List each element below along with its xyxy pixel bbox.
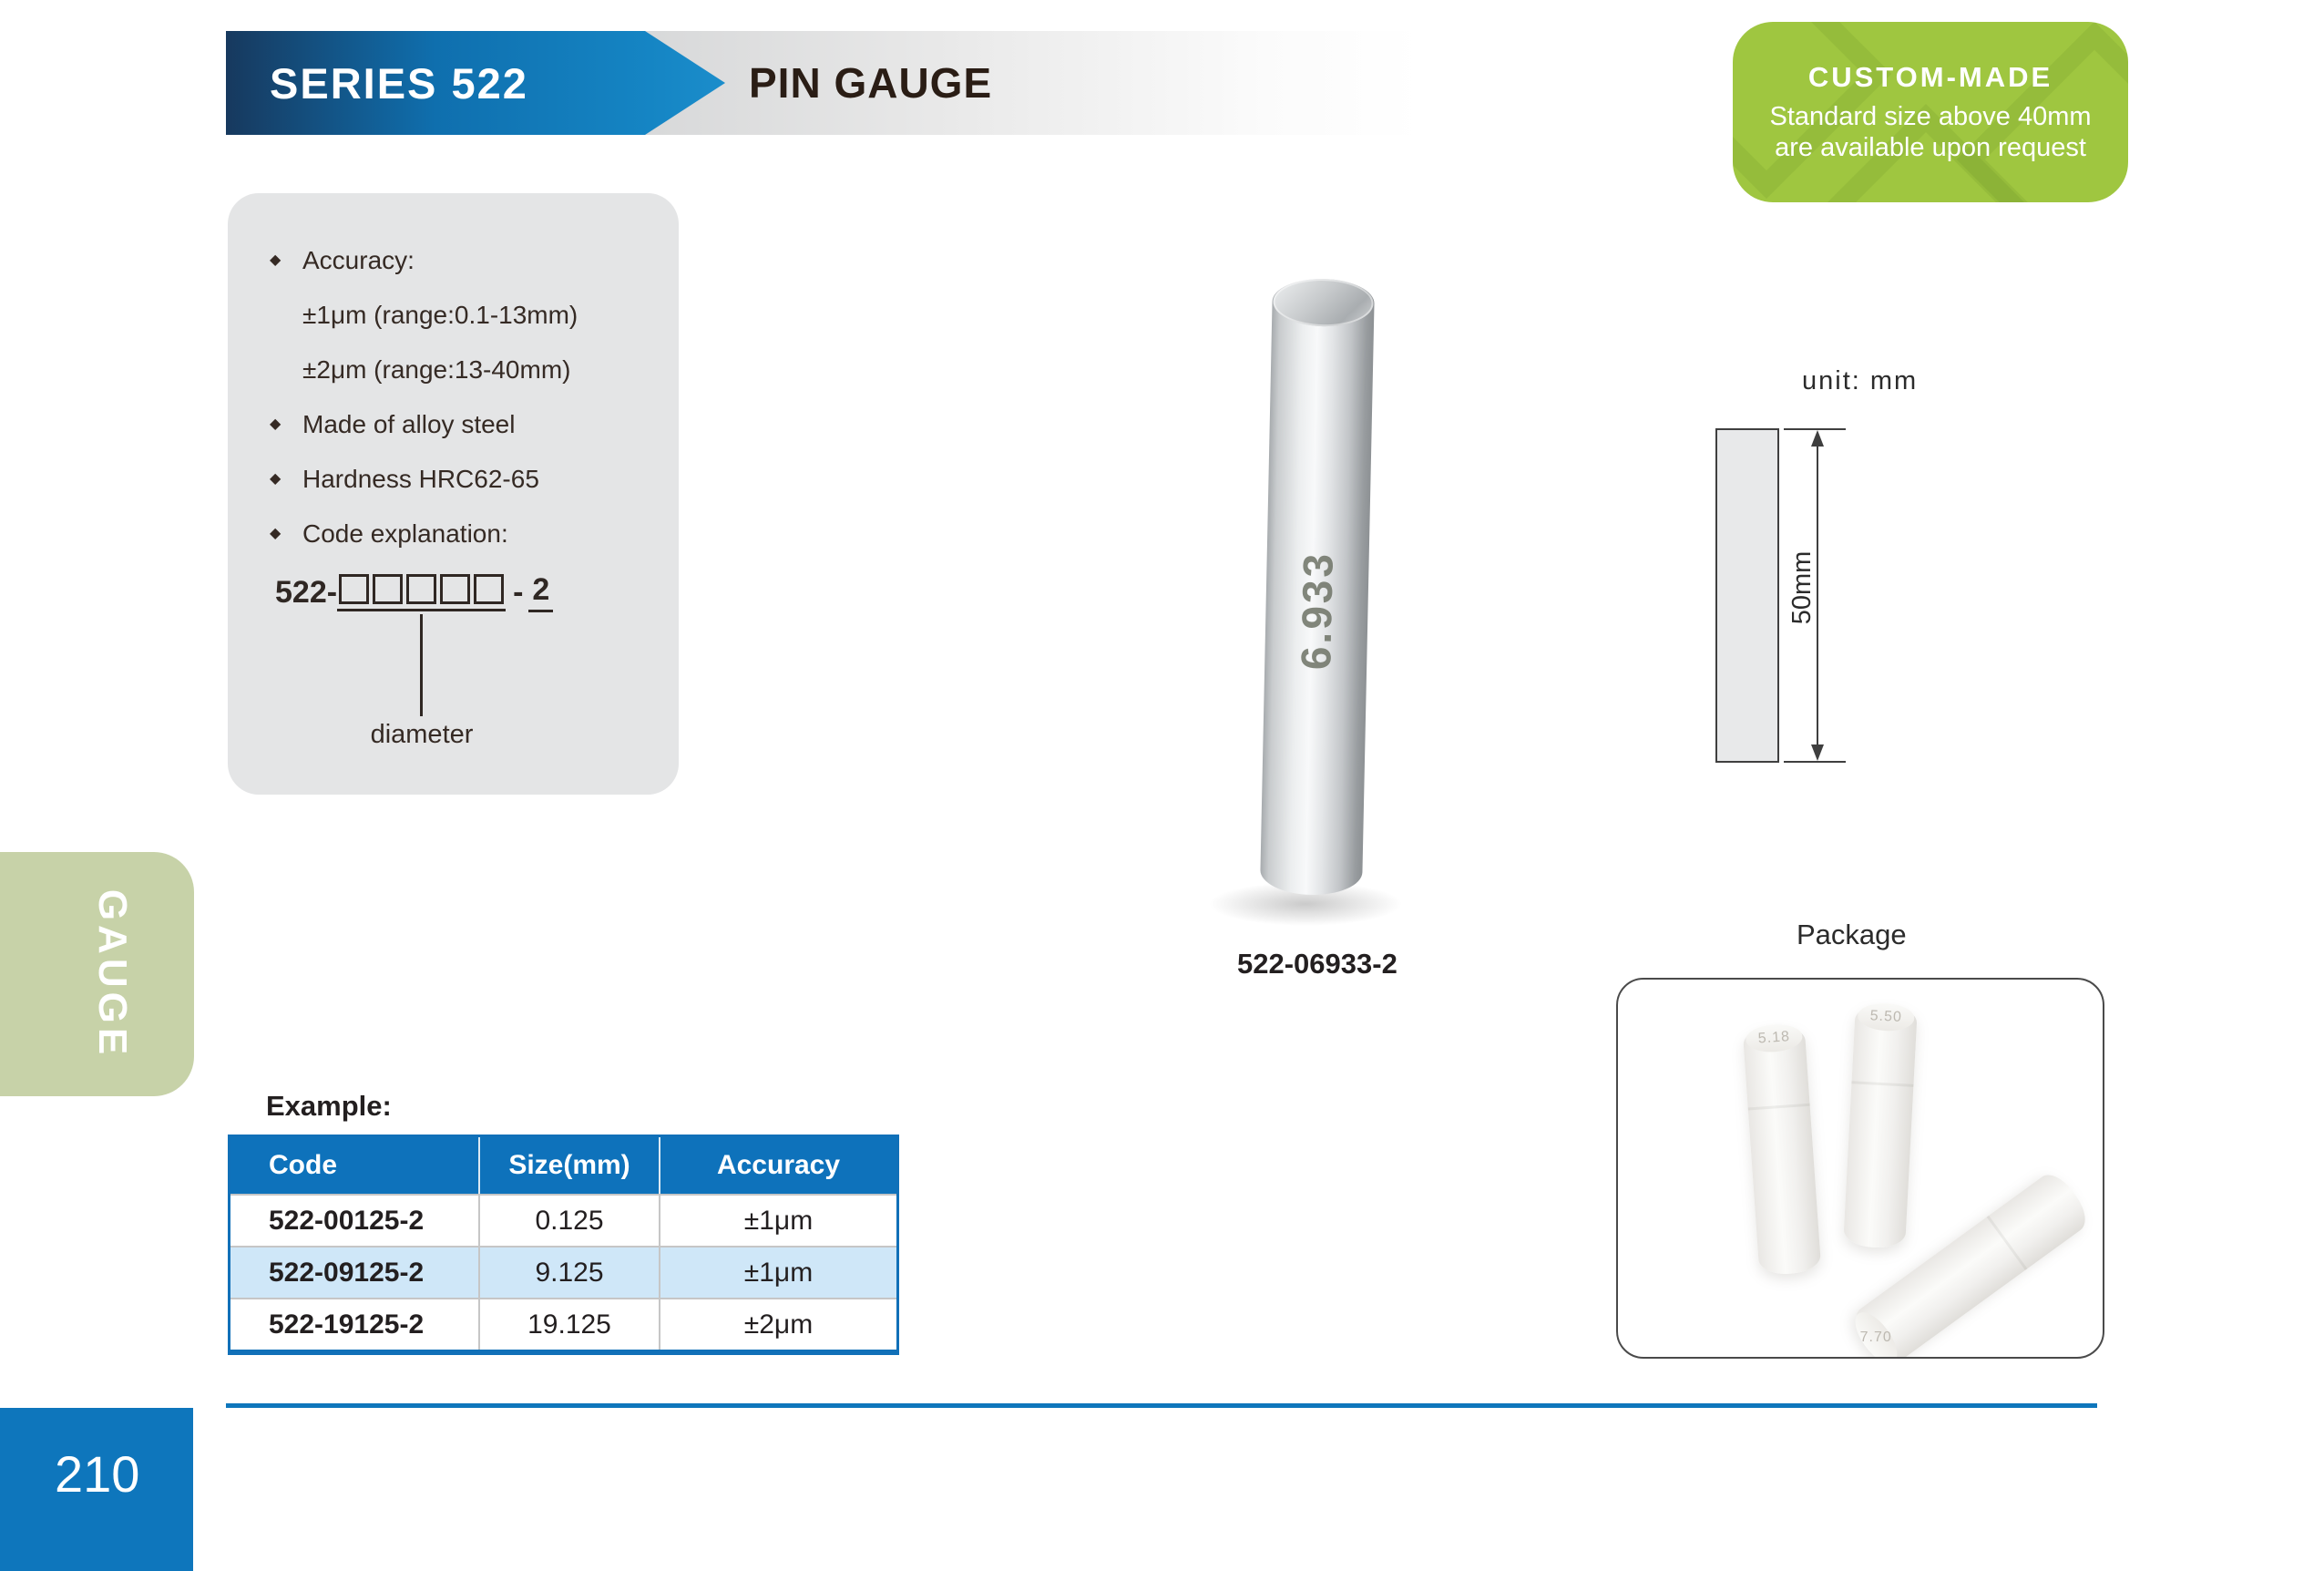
- code-digit-box: [406, 574, 436, 604]
- table-cell-accuracy: ±1μm: [659, 1194, 896, 1246]
- table-header-accuracy: Accuracy: [659, 1137, 896, 1194]
- code-suffix-digit: 2: [528, 572, 553, 612]
- dimension-arrow: [1817, 439, 1818, 752]
- features-box: [228, 193, 679, 795]
- feature-material: [270, 410, 516, 439]
- table-cell-accuracy: ±2μm: [659, 1298, 896, 1350]
- code-digit-box: [373, 574, 403, 604]
- package-title: Package: [1797, 919, 1907, 950]
- series-label: SERIES 522: [270, 58, 528, 108]
- feature-material-label: Made of alloy steel: [302, 410, 516, 438]
- custom-made-badge: [1733, 22, 2128, 202]
- pin-gauge-photo: [1260, 278, 1375, 896]
- page-number: 210: [55, 1445, 140, 1503]
- tube-size-label: 5.18: [1757, 1029, 1791, 1047]
- pin-code-caption: 522-06933-2: [1237, 948, 1397, 980]
- feature-hardness: [270, 465, 539, 494]
- diamond-bullet-icon: ◆: [270, 471, 282, 487]
- feature-accuracy-range-2: ±2μm (range:13-40mm): [302, 355, 571, 384]
- tube-cap: [1848, 1306, 1905, 1359]
- package-tube: [1743, 1024, 1822, 1276]
- extension-line-bottom: [1784, 761, 1846, 763]
- tube-seam: [1851, 1081, 1913, 1087]
- example-table: [228, 1135, 899, 1355]
- feature-hardness-label: Hardness HRC62-65: [302, 465, 539, 493]
- badge-title: CUSTOM-MADE: [1807, 61, 2053, 93]
- feature-code-explanation-label: Code explanation:: [302, 519, 508, 548]
- badge-line-2: are available upon request: [1775, 133, 2086, 162]
- feature-accuracy: [270, 246, 415, 275]
- tube-size-label: 7.70: [1859, 1330, 1893, 1346]
- length-label: 50mm: [1787, 550, 1817, 625]
- table-cell-size: 19.125: [478, 1298, 659, 1350]
- package-tube: [1843, 1003, 1918, 1248]
- arrow-down-icon: [1811, 744, 1824, 761]
- dimension-rectangle: [1715, 428, 1779, 763]
- side-tab-gauge: [0, 852, 194, 1096]
- code-dash: -: [513, 574, 524, 610]
- diamond-bullet-icon: ◆: [270, 252, 282, 268]
- table-cell-code: 522-09125-2: [230, 1246, 478, 1298]
- tube-cap: [1745, 1022, 1803, 1053]
- feature-accuracy-label: Accuracy:: [302, 246, 415, 274]
- diamond-bullet-icon: ◆: [270, 416, 282, 432]
- arrow-up-icon: [1811, 430, 1824, 447]
- package-photo-box: [1616, 978, 2104, 1359]
- table-header-size: Size(mm): [478, 1137, 659, 1194]
- table-cell-accuracy: ±1μm: [659, 1246, 896, 1298]
- example-title: Example:: [266, 1090, 392, 1122]
- table-header-code: Code: [230, 1137, 478, 1194]
- footer-rule: [226, 1403, 2097, 1408]
- table-cell-code: 522-00125-2: [230, 1194, 478, 1246]
- badge-line-1: Standard size above 40mm: [1769, 102, 2092, 131]
- unit-label: unit: mm: [1802, 366, 1919, 395]
- page-title: PIN GAUGE: [749, 59, 993, 107]
- code-prefix: 522-: [275, 574, 338, 610]
- code-digit-box: [440, 574, 470, 604]
- code-digit-box: [339, 574, 369, 604]
- tube-seam: [1748, 1104, 1810, 1111]
- code-digit-boxes: [337, 574, 506, 611]
- tube-cap: [1857, 1002, 1915, 1032]
- table-cell-size: 0.125: [478, 1194, 659, 1246]
- feature-code-explanation: [270, 519, 508, 549]
- diameter-label: diameter: [370, 720, 474, 749]
- pin-engraving: 6.933: [1292, 550, 1342, 671]
- side-tab-label: GAUGE: [90, 888, 135, 1060]
- code-digit-box: [474, 574, 504, 604]
- tube-seam: [1986, 1216, 2027, 1270]
- code-format: [275, 572, 553, 612]
- feature-accuracy-range-1: ±1μm (range:0.1-13mm): [302, 301, 578, 329]
- table-cell-size: 9.125: [478, 1246, 659, 1298]
- diameter-pointer-line: [420, 614, 423, 716]
- diamond-bullet-icon: ◆: [270, 526, 282, 541]
- tube-size-label: 5.50: [1869, 1008, 1903, 1026]
- page-number-box: [0, 1408, 193, 1571]
- table-cell-code: 522-19125-2: [230, 1298, 478, 1350]
